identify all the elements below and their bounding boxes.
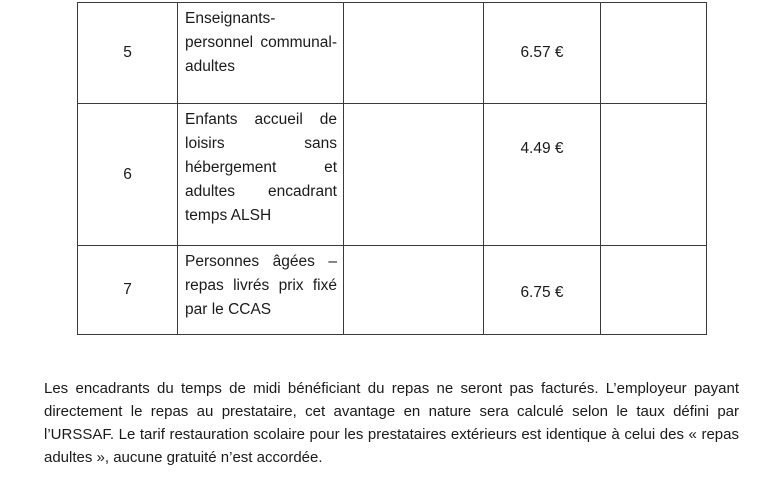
empty-cell <box>601 3 707 104</box>
tariff-table <box>77 2 707 335</box>
empty-cell <box>601 104 707 246</box>
table-row <box>78 246 707 335</box>
row-price: 6.57 € <box>484 3 601 104</box>
row-description-text: Enseignants-personnel communal-adultes <box>185 10 337 75</box>
empty-cell <box>601 246 707 335</box>
row-price: 6.75 € <box>484 246 601 335</box>
row-description-text: Personnes âgées – repas livrés prix fixé par le CCAS <box>185 253 337 318</box>
row-price: 4.49 € <box>484 104 601 246</box>
empty-cell <box>344 104 484 246</box>
table-row <box>78 104 707 246</box>
row-number: 6 <box>78 104 178 246</box>
body-paragraph: Les encadrants du temps de midi bénéficiant du repas ne seront pas facturés. L’employeur payant directement le repas au prestataire, cet avantage en nature sera calculé selon le taux défini par l’URSSAF. Le tarif restauration scolaire pour les prestataires extérieurs est identique à celui des « repas adultes », aucune gratuité n’est accordée. <box>44 380 739 466</box>
row-number: 7 <box>78 246 178 335</box>
empty-cell <box>344 246 484 335</box>
row-number: 5 <box>78 3 178 104</box>
row-description <box>178 104 344 246</box>
row-description <box>178 3 344 104</box>
row-description <box>178 246 344 335</box>
empty-cell <box>344 3 484 104</box>
row-description-text: Enfants accueil de loisirs sans hébergement et adultes encadrant temps ALSH <box>185 111 337 224</box>
table-row <box>78 3 707 104</box>
